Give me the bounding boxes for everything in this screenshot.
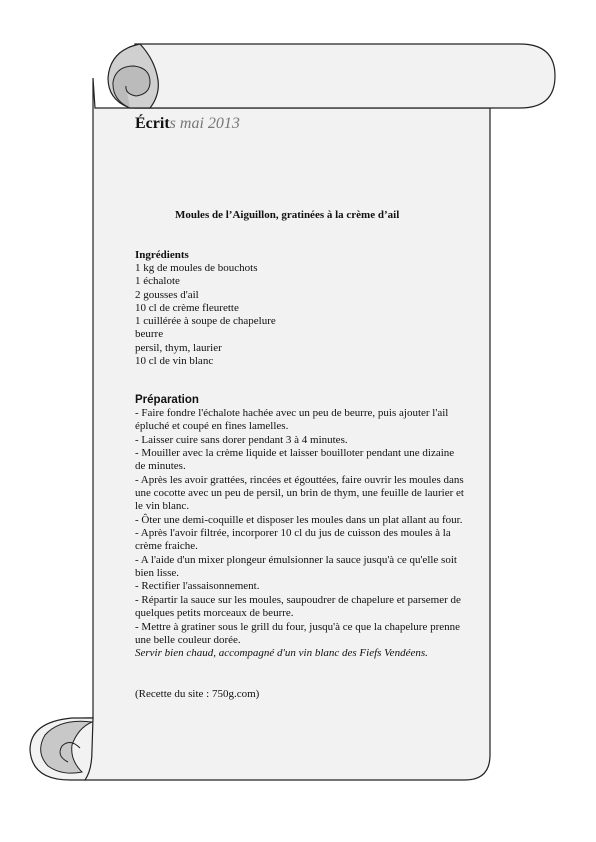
ingredient-item: 10 cl de vin blanc bbox=[135, 355, 214, 368]
recipe-source: (Recette du site : 750g.com) bbox=[135, 688, 260, 700]
preparation-step: - Mouiller avec la crème liquide et laisser bouilloter pendant une dizaine de minutes. bbox=[135, 447, 455, 473]
preparation-step: - Ôter une demi-coquille et disposer les moules dans un plat allant au four. bbox=[135, 513, 463, 526]
ingredients-heading: Ingrédients bbox=[135, 249, 189, 261]
ingredient-item: 1 cuillérée à soupe de chapelure bbox=[135, 315, 276, 328]
preparation-steps bbox=[135, 407, 465, 647]
brand-strong: Écrit bbox=[135, 115, 170, 132]
preparation-heading: Préparation bbox=[135, 394, 199, 406]
serving-note: Servir bien chaud, accompagné d'un vin blanc des Fiefs Vendéens. bbox=[135, 647, 428, 660]
preparation-step: - Rectifier l'assaisonnement. bbox=[135, 580, 260, 593]
preparation-step: - Après l'avoir filtrée, incorporer 10 cl du jus de cuisson des moules à la crème fraiche. bbox=[135, 527, 451, 553]
preparation-step: - Mettre à gratiner sous le grill du four, jusqu'à ce que la chapelure prenne une belle couleur dorée. bbox=[135, 620, 460, 646]
scroll-top-roll bbox=[135, 44, 555, 108]
ingredient-item: 1 kg de moules de bouchots bbox=[135, 262, 258, 274]
ingredients-section bbox=[135, 249, 465, 368]
brand-date: s mai 2013 bbox=[169, 115, 240, 132]
preparation-step: - Laisser cuire sans dorer pendant 3 à 4 minutes. bbox=[135, 433, 348, 446]
site-header bbox=[135, 115, 240, 133]
ingredient-item: beurre bbox=[135, 328, 164, 341]
ingredient-item: 2 gousses d'ail bbox=[135, 288, 199, 301]
preparation-step: - Après les avoir grattées, rincées et égouttées, faire ouvrir les moules dans une cocotte avec un peu de persil, un brin de thym, une feuille de laurier et le vin blanc. bbox=[135, 473, 464, 513]
recipe-title: Moules de l’Aiguillon, gratinées à la crème d’ail bbox=[175, 209, 400, 221]
ingredient-item: 10 cl de crème fleurette bbox=[135, 301, 239, 314]
preparation-section bbox=[135, 393, 465, 661]
preparation-step: - Faire fondre l'échalote hachée avec un peu de beurre, puis ajouter l'ail épluché et coupé en fines lamelles. bbox=[135, 407, 449, 433]
ingredient-item: persil, thym, laurier bbox=[135, 341, 222, 354]
preparation-step: - A l'aide d'un mixer plongeur émulsionner la sauce jusqu'à ce qu'elle soit bien lisse. bbox=[135, 553, 457, 580]
preparation-step: - Répartir la sauce sur les moules, saupoudrer de chapelure et parsemer de quelques petits morceaux de beurre. bbox=[135, 593, 461, 620]
ingredient-item: 1 échalote bbox=[135, 275, 180, 288]
ingredients-list bbox=[135, 262, 465, 368]
